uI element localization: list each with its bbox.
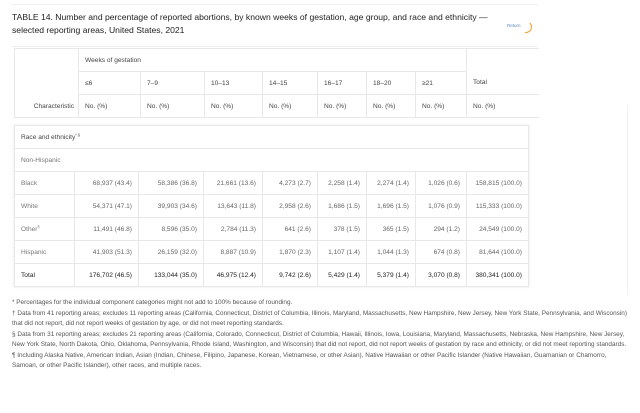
col-header-le6: ≤6	[79, 72, 141, 95]
divider	[627, 105, 628, 295]
cell: 380,341 (100.0)	[467, 264, 529, 287]
table-row	[15, 195, 529, 218]
footnotes	[12, 298, 632, 372]
col-header-10-13: 10–13	[205, 72, 263, 95]
row-label: Hispanic	[15, 241, 75, 264]
cell: 26,159 (32.0)	[139, 241, 204, 264]
cell: 54,371 (47.1)	[75, 195, 139, 218]
cell: 1,026 (0.6)	[416, 172, 467, 195]
subheader-no-pct: No. (%)	[79, 95, 141, 118]
cell: 1,107 (1.4)	[318, 241, 367, 264]
cell: 21,661 (13.6)	[204, 172, 263, 195]
row-label: Black	[15, 172, 75, 195]
cell: 8,887 (10.9)	[204, 241, 263, 264]
cell: 11,491 (46.8)	[75, 218, 139, 241]
row-label: Other¶	[15, 218, 75, 241]
cell: 176,702 (46.5)	[75, 264, 139, 287]
cell: 2,958 (2.6)	[263, 195, 318, 218]
cell: 2,274 (1.4)	[367, 172, 416, 195]
cell: 81,644 (100.0)	[467, 241, 529, 264]
cell: 378 (1.5)	[318, 218, 367, 241]
cell: 4,273 (2.7)	[263, 172, 318, 195]
total-row	[15, 264, 529, 287]
cell: 24,549 (100.0)	[467, 218, 529, 241]
cell: 39,903 (34.6)	[139, 195, 204, 218]
cell: 5,379 (1.4)	[367, 264, 416, 287]
table-row	[15, 218, 529, 241]
table-body	[14, 125, 529, 287]
table-header	[14, 48, 539, 118]
cell: 115,333 (100.0)	[467, 195, 529, 218]
cell: 68,937 (43.4)	[75, 172, 139, 195]
section-race-ethnicity: Race and ethnicity*,§	[15, 126, 529, 149]
cell: 8,596 (35.0)	[139, 218, 204, 241]
cell: 3,070 (0.8)	[416, 264, 467, 287]
divider	[12, 46, 538, 47]
cell: 5,429 (1.4)	[318, 264, 367, 287]
cell: 674 (0.8)	[416, 241, 467, 264]
subheader-no-pct: No. (%)	[467, 95, 539, 118]
return-arrow-icon	[525, 21, 532, 33]
cell: 133,044 (35.0)	[139, 264, 204, 287]
cell: 41,903 (51.3)	[75, 241, 139, 264]
cell: 1,696 (1.5)	[367, 195, 416, 218]
subheader-no-pct: No. (%)	[416, 95, 467, 118]
footnote-age-areas: † Data from 41 reporting areas; excludes 11 reporting areas (California, Connecticut, District of Columbia, Illinois, Maryland, Massachusetts, New Hampshire, New Jersey, New York State, Pennsylvania, and Wisconsin) that did not report, did not report weeks of gestation by age, or did not meet reporting standards.	[12, 309, 627, 327]
col-header-18-20: 18–20	[367, 72, 416, 95]
cell: 46,975 (12.4)	[204, 264, 263, 287]
table-row	[15, 241, 529, 264]
cell: 1,076 (0.9)	[416, 195, 467, 218]
cell: 9,742 (2.6)	[263, 264, 318, 287]
footnote-marks: *,§	[75, 131, 81, 137]
footnote-mark: ¶	[37, 223, 40, 229]
subheader-no-pct: No. (%)	[318, 95, 367, 118]
col-header-16-17: 16–17	[318, 72, 367, 95]
subheader-no-pct: No. (%)	[263, 95, 318, 118]
col-header-total: Total	[467, 72, 539, 95]
cell: 1,870 (2.3)	[263, 241, 318, 264]
cell: 158,815 (100.0)	[467, 172, 529, 195]
footnote-other-races: ¶ Including Alaska Native, American Indian, Asian (Indian, Chinese, Filipino, Japanese, Korean, Vietnamese, or other Asian), Native Hawaiian or other Pacific Islander (Native Hawaiian, Guamanian or Chamorro, Samoan, or other Pacific Islander), other races, and multiple races.	[12, 351, 607, 369]
table-row	[15, 172, 529, 195]
cell: 58,386 (36.8)	[139, 172, 204, 195]
cell: 1,686 (1.5)	[318, 195, 367, 218]
cell: 2,784 (11.3)	[204, 218, 263, 241]
table-title	[12, 11, 502, 36]
col-header-7-9: 7–9	[141, 72, 205, 95]
cell: 294 (1.2)	[416, 218, 467, 241]
footnote-race-areas: § Data from 31 reporting areas; excludes 21 reporting areas (California, Colorado, Connecticut, District of Columbia, Hawaii, Illinois, Iowa, Louisiana, Maryland, Massachusetts, Nebraska, New Hampshire, New Jersey, New York State, North Dakota, Ohio, Oklahoma, Pennsylvania, Rhode Island, Washington, and Wisconsin) that did not report, did not report weeks of gestation by race and ethnicity, or did not meet reporting standards.	[12, 330, 627, 348]
subheader-no-pct: No. (%)	[141, 95, 205, 118]
cell: 2,258 (1.4)	[318, 172, 367, 195]
title-line-2: selected reporting areas, United States, 2021	[12, 24, 185, 35]
row-label: Total	[15, 264, 75, 287]
subgroup-non-hispanic: Non-Hispanic	[15, 149, 529, 172]
blank-cell	[467, 49, 539, 72]
characteristic-header: Characteristic	[15, 49, 79, 118]
subheader-no-pct: No. (%)	[205, 95, 263, 118]
cell: 13,643 (11.8)	[204, 195, 263, 218]
cell: 365 (1.5)	[367, 218, 416, 241]
cell: 1,044 (1.3)	[367, 241, 416, 264]
weeks-of-gestation-header: Weeks of gestation	[79, 49, 467, 72]
footnote-rounding: * Percentages for the individual component categories might not add to 100% because of rounding.	[12, 299, 293, 306]
col-header-14-15: 14–15	[263, 72, 318, 95]
col-header-ge21: ≥21	[416, 72, 467, 95]
divider	[12, 4, 538, 5]
return-label[interactable]: Return	[507, 23, 521, 28]
return-link[interactable]	[507, 23, 529, 33]
cell: 641 (2.6)	[263, 218, 318, 241]
row-label: White	[15, 195, 75, 218]
subheader-no-pct: No. (%)	[367, 95, 416, 118]
title-line-1: TABLE 14. Number and percentage of reported abortions, by known weeks of gestation, age group, and race and ethnicity —	[12, 12, 488, 22]
